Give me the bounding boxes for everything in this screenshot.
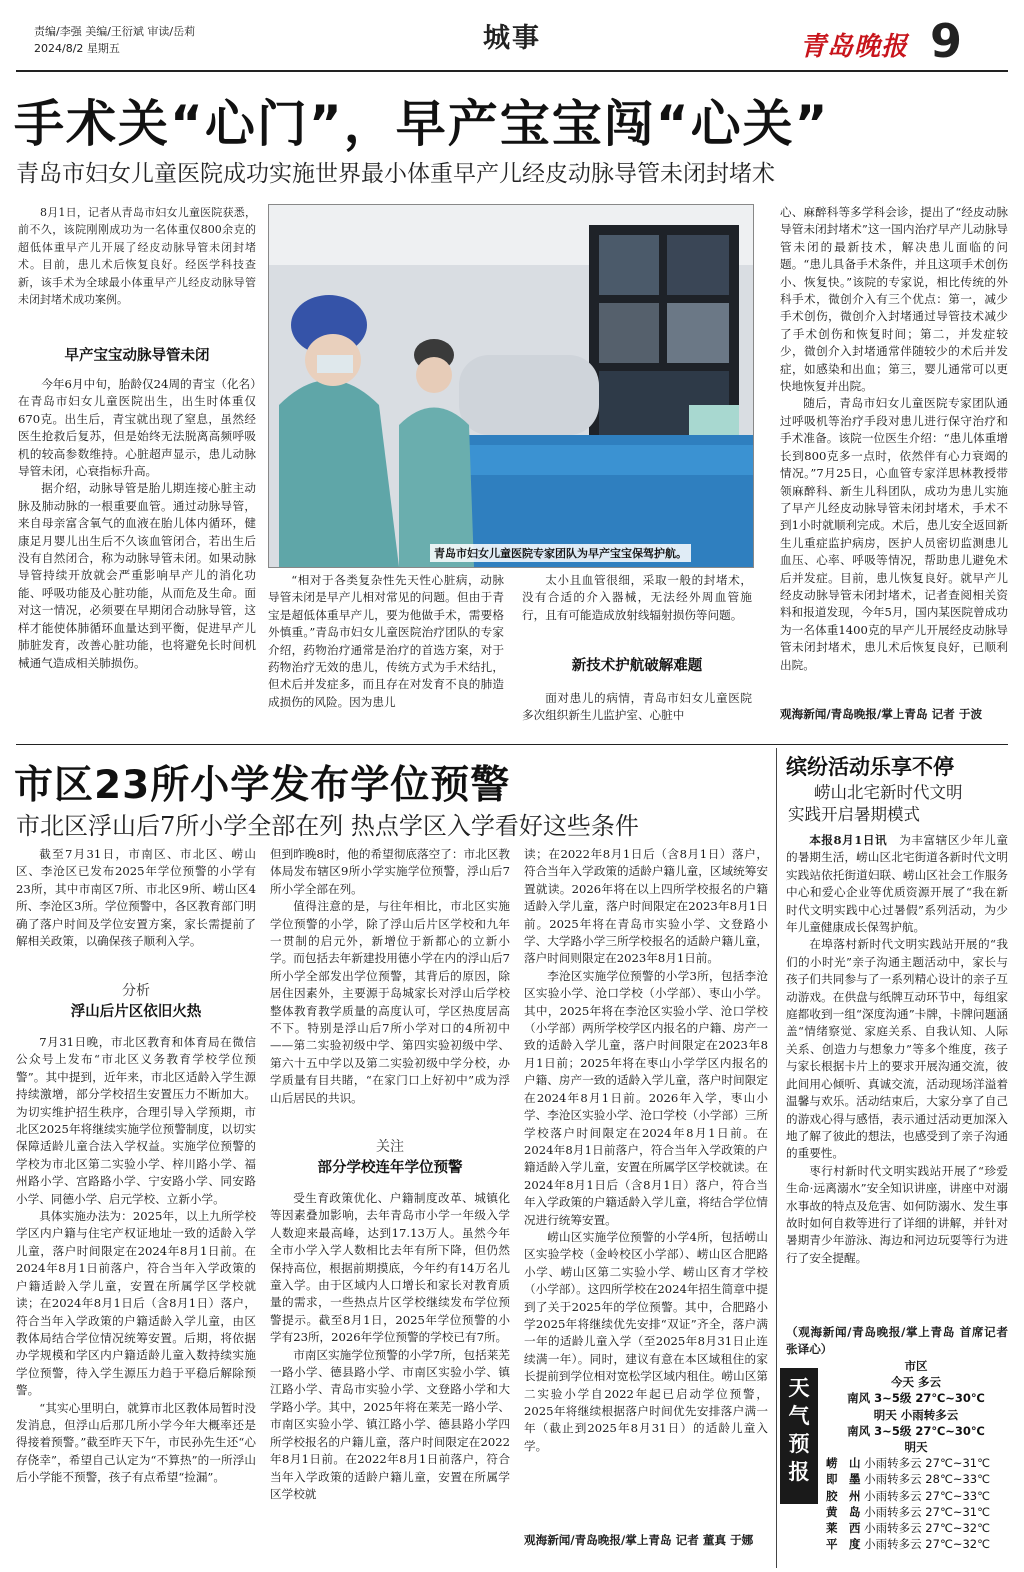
staff-credits: [34, 23, 195, 57]
paragraph: 值得注意的是，与往年相比，市北区实施学位预警的小学，除了浮山后片区学校和九年一贯制的启元外，新增位于新都心的立新小学。而包括去年新建投用德小学在内的浮山后7所小学全部发出学位预警，其背后的原因，除居住因素外，主要源于岛城家长对浮山后学校整体教育教学质量的高度认可，学区热度居高不下。特别是浮山后7所小学对口的4所初中——第二实验初级中学、第四实验初级中学、第六十五中学以及第二实验初级中学分校，办学质量有目共睹，“在家门口上好初中”成为浮山后居民的共识。: [270, 899, 510, 1105]
region-name: 胶 州: [826, 1488, 861, 1503]
story2-kicker-2: 关注: [376, 1139, 404, 1155]
masthead-logo: 青岛晚报: [800, 32, 909, 62]
paragraph: 枣行村新时代文明实践站开展了“珍爱生命·远离溺水”安全知识讲座，讲座中对溺水事故的特点及危害、如何防溺水、发生事故时如何自救等进行了详细的讲解，并针对暑期青少年游泳、海边和河边玩耍等行为进行了安全提醒。: [786, 1163, 1008, 1265]
side-subheadline-2: 实践开启暑期模式: [788, 805, 920, 824]
staff-line: 责编/李强 美编/王衍斌 审读/岳莉: [34, 25, 196, 38]
story1-subhead2: 新技术护航破解难题: [571, 658, 703, 674]
story2-subhead1: 浮山后片区依旧火热: [70, 1004, 202, 1020]
story2-headline: 市区23所小学发布学位预警: [14, 763, 511, 808]
story2-column-1a: [16, 846, 256, 968]
region-forecast: 小雨转多云 27℃~32℃: [864, 1537, 991, 1552]
story-divider: [16, 744, 1008, 745]
paragraph: 今年6月中旬，胎龄仅24周的青宝（化名）在青岛市妇女儿童医院出生，出生时体重仅670克。出生后，青宝就出现了窒息，虽然经医生抢救后复苏，但是始终无法脱离高频呼吸机的较高参数维持。心脏超声显示，患儿动脉导管未闭，心衰指标升高。: [18, 377, 256, 479]
weather-region-row: [826, 1520, 1006, 1536]
section-title: 城事: [483, 23, 541, 54]
weather-tomorrow-wind: 南风 3~5级 27℃~30℃: [847, 1423, 985, 1438]
region-forecast: 小雨转多云 27℃~33℃: [864, 1488, 991, 1503]
region-name: 即 墨: [826, 1472, 861, 1487]
surgery-photo: [268, 204, 754, 568]
story1-subhead1: 早产宝宝动脉导管未闭: [64, 348, 210, 364]
story2-subheadline: 市北区浮山后7所小学全部在列 热点学区入学看好这些条件: [16, 812, 639, 840]
story1-lead: [18, 204, 256, 336]
story2-column-1b: [16, 1034, 256, 1566]
paragraph: 据介绍，动脉导管是胎儿期连接心脏主动脉及肺动脉的一根重要血管。通过动脉导管，来自母亲富含氧气的血液在胎儿体内循环，健康足月婴儿出生后不久该血管闭合，若出生后没有自然闭合，称为动脉导管未闭。如果动脉导管持续开放就会严重影响早产儿的消化功能、呼吸功能及心脏功能，从而危及生命。面对这一情况，必须要在早期闭合动脉导管，这样才能使体肺循环血量达到平衡，促进早产儿肺脏发育，改善心脏功能，也将避免长时间机械通气造成相关肺损伤。: [18, 481, 256, 670]
region-forecast: 小雨转多云 27℃~32℃: [864, 1521, 991, 1536]
story2-column-2b: [270, 1190, 510, 1566]
paragraph: “其实心里明白，就算市北区教体局暂时没发消息，但浮山后那几所小学今年大概率还是得接着预警。”截至昨天下午，市民孙先生还“心存侥幸”，希望自己认定为“不算热”的一所浮山后小学能不预警，孩子有点希望“捡漏”。: [16, 1400, 256, 1485]
paragraph: 太小且血管很细，采取一般的封堵术，没有合适的介入器械，无法经外周血管施行，且有可能造成放射线辐射损伤等问题。: [522, 573, 752, 622]
paragraph: “相对于各类复杂性先天性心脏病，动脉导管未闭是早产儿相对常见的问题。但由于青宝是超低体重早产儿，要为他做手术，需要格外慎重。”青岛市妇女儿童医院治疗团队的专家介绍，药物治疗通常是治疗的首选方案，对于药物治疗无效的患儿，传统方式为手术结扎，但术后并发症多，而且存在对发育不良的肺造成损伤的风险。因为患儿: [268, 573, 504, 709]
story2-column-3: [524, 846, 768, 1532]
paragraph: 但到昨晚8时，他的希望彻底落空了：市北区教体局发布辖区9所小学实施学位预警，浮山后7所小学全部在列。: [270, 847, 510, 896]
photo-caption: 青岛市妇女儿童医院专家团队为早产宝宝保驾护航。: [430, 544, 691, 562]
paragraph: 具体实施办法为：2025年，以上九所学校学区内户籍与住宅产权证地址一致的适龄入学儿童，落户时间限定在2024年8月1日前。在2024年8月1日前落户，符合当年入学政策的户籍适龄入学儿童，安置在所属学区学校就读；在2024年8月1日后（含8月1日）落户，符合当年入学政策的户籍适龄入学儿童，由区教体局结合学位情况统筹安置。后期，将依据办学规模和学区内户籍适龄儿童入数持续实施学位预警，待入学生源压力趋于平稳后解除预警。: [16, 1209, 256, 1398]
story2-byline: 观海新闻/青岛晚报/掌上青岛 记者 董真 于娜: [524, 1533, 754, 1547]
paragraph: 心、麻醉科等多学科会诊，提出了“经皮动脉导管未闭封堵术”这一国内治疗早产儿动脉导管未闭的最新技术，解决患儿面临的问题。“患儿具备手术条件，并且这项手术创伤小、恢复快。”该院的专家说，相比传统的外科手术，微创介入有三个优点：第一，减少手术创伤，微创介入封堵通过导管技术减少了手术创伤和恢复时间；第二，并发症较少，微创介入封堵通常伴随较少的术后并发症，如感染和出血；第三，婴儿通常可以更快地恢复并出院。: [780, 205, 1008, 394]
column-divider: [776, 748, 777, 1568]
paragraph: 7月31日晚，市北区教育和体育局在微信公众号上发布“市北区义务教育学校学位预警”。其中提到，近年来，市北区适龄入学生源持续激增，部分学校招生安置压力不断加大。为切实维护招生秩序，合理引导入学预期，市北区2025年将继续实施学位预警制度，以切实保障适龄儿童合法入学权益。实施学位预警的学校为市北区第二实验小学、梓川路小学、福州路小学、宫路路小学、宁安路小学、同安路小学、同德小学、启元学校、立新小学。: [16, 1035, 256, 1206]
paragraph: 李沧区实施学位预警的小学3所，包括李沧区实验小学、沧口学校（小学部）、枣山小学。其中，2025年将在李沧区实验小学、沧口学校（小学部）两所学校学区内报名的户籍、房产一致的适龄入学儿童，落户时间限定在2023年8月1日前；2025年将在枣山小学学区内报名的户籍、房产一致的适龄入学儿童，落户时间限定在2024年8月1日前。2026年入学，枣山小学、李沧区实验小学、沧口学校（小学部）三所学校落户时间限定在2024年8月1日前。在2024年8月1日前落户，符合当年入学政策的户籍适龄入学儿童，安置在所属学区学校就读。在2024年8月1日后（含8月1日）落户，符合当年入学政策的户籍适龄入学儿童，将结合学位情况进行统筹安置。: [524, 968, 768, 1227]
side-byline: （观海新闻/青岛晚报/掌上青岛 首席记者 张译心）: [786, 1325, 1008, 1357]
story1-byline: 观海新闻/青岛晚报/掌上青岛 记者 于波: [780, 707, 983, 721]
weather-region-row: [826, 1471, 1006, 1487]
story1-column-3b: [522, 690, 752, 730]
region-name: 平 度: [826, 1537, 861, 1552]
region-name: 黄 岛: [826, 1504, 861, 1519]
story2-kicker-1: 分析: [122, 983, 150, 999]
story1-column-1: [18, 376, 256, 730]
story2-column-2a: [270, 846, 510, 1126]
side-subheadline-1: 崂山北宅新时代文明: [814, 783, 963, 802]
paragraph: 面对患儿的病情，青岛市妇女儿童医院多次组织新生儿监护室、心脏中: [522, 691, 752, 723]
side-lead-tag: 本报8月1日讯: [809, 833, 888, 847]
side-paragraph-1: 为丰富辖区少年儿童的暑期生活，崂山区北宅街道各新时代文明实践站依托街道妇联、崂山区社会工作服务中心和爱心企业等优质资源开展了“我在新时代文明实践中心过暑假”系列活动，为少年儿童健康成长保驾护航。: [786, 833, 1008, 935]
weather-today-wind: 南风 3~5级 27℃~30℃: [847, 1391, 985, 1406]
region-name: 崂 山: [826, 1456, 861, 1471]
weather-region-row: [826, 1455, 1006, 1471]
weather-tomorrow: 明天 小雨转多云: [873, 1407, 959, 1422]
page-number: 9: [930, 14, 963, 68]
header-rule: [16, 70, 1008, 72]
side-headline: 缤纷活动乐享不停: [786, 755, 954, 779]
story1-column-4: [780, 204, 1008, 706]
surgery-photo-illustration: [269, 205, 753, 567]
weather-regions-title: 明天: [904, 1440, 928, 1455]
story1-column-3: [522, 572, 752, 642]
weather-region-row: [826, 1504, 1006, 1520]
paragraph: 崂山区实施学位预警的小学4所，包括崂山区实验学校（金岭校区小学部）、崂山区合肥路小学、崂山区第二实验小学、崂山区育才学校（小学部）。这四所学校在2024年招生简章中提到了关于2025年的学位预警。其中，合肥路小学2025年将继续优先安排“双证”齐全，落户满一年的适龄儿童入学（至2025年8月31日止连续满一年）。同时，建议有意在本区域租住的家长提前到学位相对宽松学区域内租住。崂山区第二实验小学自2022年起已启动学位预警，2025年将继续根据落户时间优先安排落户满一年（截止到2025年8月31日）的适龄儿童入学。: [524, 1229, 768, 1453]
region-forecast: 小雨转多云 28℃~33℃: [864, 1472, 991, 1487]
story1-lead-text: 8月1日，记者从青岛市妇女儿童医院获悉，前不久，该院刚刚成功为一名体重仅800余克的超低体重早产儿开展了经皮动脉导管未闭封堵术。目前，患儿术后恢复良好。经医学科技查新，该手术为全球最小体重早产儿经皮动脉导管未闭封堵术成功案例。: [18, 206, 256, 307]
paragraph: 截至7月31日，市南区、市北区、崂山区、李沧区已发布2025年学位预警的小学有23所，其中市南区7所、市北区9所、崂山区4所、李沧区3所。学位预警中，各区教育部门明确了落户时间及学位安置方案，家长需提前了解相关政策，以确保孩子顺利入学。: [16, 847, 256, 949]
weather-city: 市区: [904, 1359, 928, 1373]
weather-today: 今天 多云: [890, 1375, 941, 1390]
weather-label-text: 天气预报: [788, 1375, 810, 1484]
story1-column-2: [268, 572, 504, 728]
side-story-body: [786, 832, 1008, 1324]
story1-subheadline: 青岛市妇女儿童医院成功实施世界最小体重早产儿经皮动脉导管未闭封堵术: [16, 161, 775, 187]
weather-region-row: [826, 1488, 1006, 1504]
paragraph: 随后，青岛市妇女儿童医院专家团队通过呼吸机等治疗手段对患儿进行保守治疗和手术准备。该院一位医生介绍：“患儿体重增长到800克多一点时，依然伴有心力衰竭的情况。”7月25日，心血管专家洋思林教授带领麻醉科、新生儿科团队，成功为患儿实施了早产儿经皮动脉导管未闭封堵术，手术不到1小时就顺利完成。术后，患儿安全返回新生儿重症监护病房，医护人员密切监测患儿血压、心率、呼吸等情况，帮助患儿避免术后并发症。目前，患儿恢复良好。就早产儿经皮动脉导管未闭封堵术，记者查阅相关资料和报道发现，今年5月，国内某医院曾成功为一名体重1400克的早产儿开展经皮动脉导管未闭封堵术，患儿术后恢复良好，已顺利出院。: [780, 396, 1008, 672]
weather-region-row: [826, 1536, 1006, 1552]
date-line: 2024/8/2 星期五: [34, 42, 120, 55]
region-name: 莱 西: [826, 1521, 861, 1536]
weather-label: [780, 1368, 818, 1504]
paragraph: 在埠落村新时代文明实践站开展的“我们的小时光”亲子沟通主题活动中，家长与孩子们共同参与了一系列精心设计的亲子互动游戏。在供盘与纸牌互动环节中，每组家庭都收到一组“深度沟通”卡牌，卡牌问题涵盖“情绪察觉、家庭关系、自我认知、人际关系、创造力与想象力”等多个维度，孩子与家长根据卡片上的要求开展沟通交流，彼此间用心倾听、真诚交流，活动现场洋溢着温馨与欢乐。活动结束后，大家分享了自己的游戏心得与感悟，表示通过活动更加深入地了解了彼此的想法，也感受到了亲子沟通的重要性。: [786, 937, 1008, 1161]
paragraph: 受生育政策优化、户籍制度改革、城镇化等因素叠加影响，去年青岛市小学一年级入学人数迎来最高峰，达到17.13万人。虽然今年全市小学入学人数相比去年有所下降，但仍然保持高位，根据前期摸底，今年约有14万名儿童入学。由于区域内人口增长和家长对教育质量的需求，一些热点片区学校继续发布学位预警提示。截至8月1日，2025年学位预警的小学有23所，2026年学位预警的学校已有7所。: [270, 1191, 510, 1345]
weather-box: [826, 1358, 1006, 1552]
story2-subhead2: 部分学校连年学位预警: [317, 1160, 463, 1176]
region-forecast: 小雨转多云 27℃~31℃: [864, 1504, 991, 1519]
region-forecast: 小雨转多云 27℃~31℃: [864, 1456, 991, 1471]
paragraph: 市南区实施学位预警的小学7所，包括莱芜一路小学、德县路小学、市南区实验小学、镇江路小学、青岛市实验小学、文登路小学和大学路小学。其中，2025年将在莱芜一路小学、市南区实验小学、镇江路小学、德县路小学四所学校报名的户籍儿童，落户时间限定在2022年8月1日前。在2022年8月1日前落户，符合当年入学政策的适龄户籍儿童，安置在所属学区学校就: [270, 1347, 510, 1501]
story1-headline: 手术关“心门”，早产宝宝闯“心关”: [14, 95, 830, 153]
paragraph: 读；在2022年8月1日后（含8月1日）落户，符合当年入学政策的适龄户籍儿童，区域统筹安置就读。2026年将在以上四所学校报名的户籍适龄入学儿童，落户时间限定在2023年8月1日前。2025年将在青岛市实验小学、文登路小学、大学路小学三所学校报名的适龄户籍儿童，落户时间则限定在2023年8月1日前。: [524, 847, 768, 966]
